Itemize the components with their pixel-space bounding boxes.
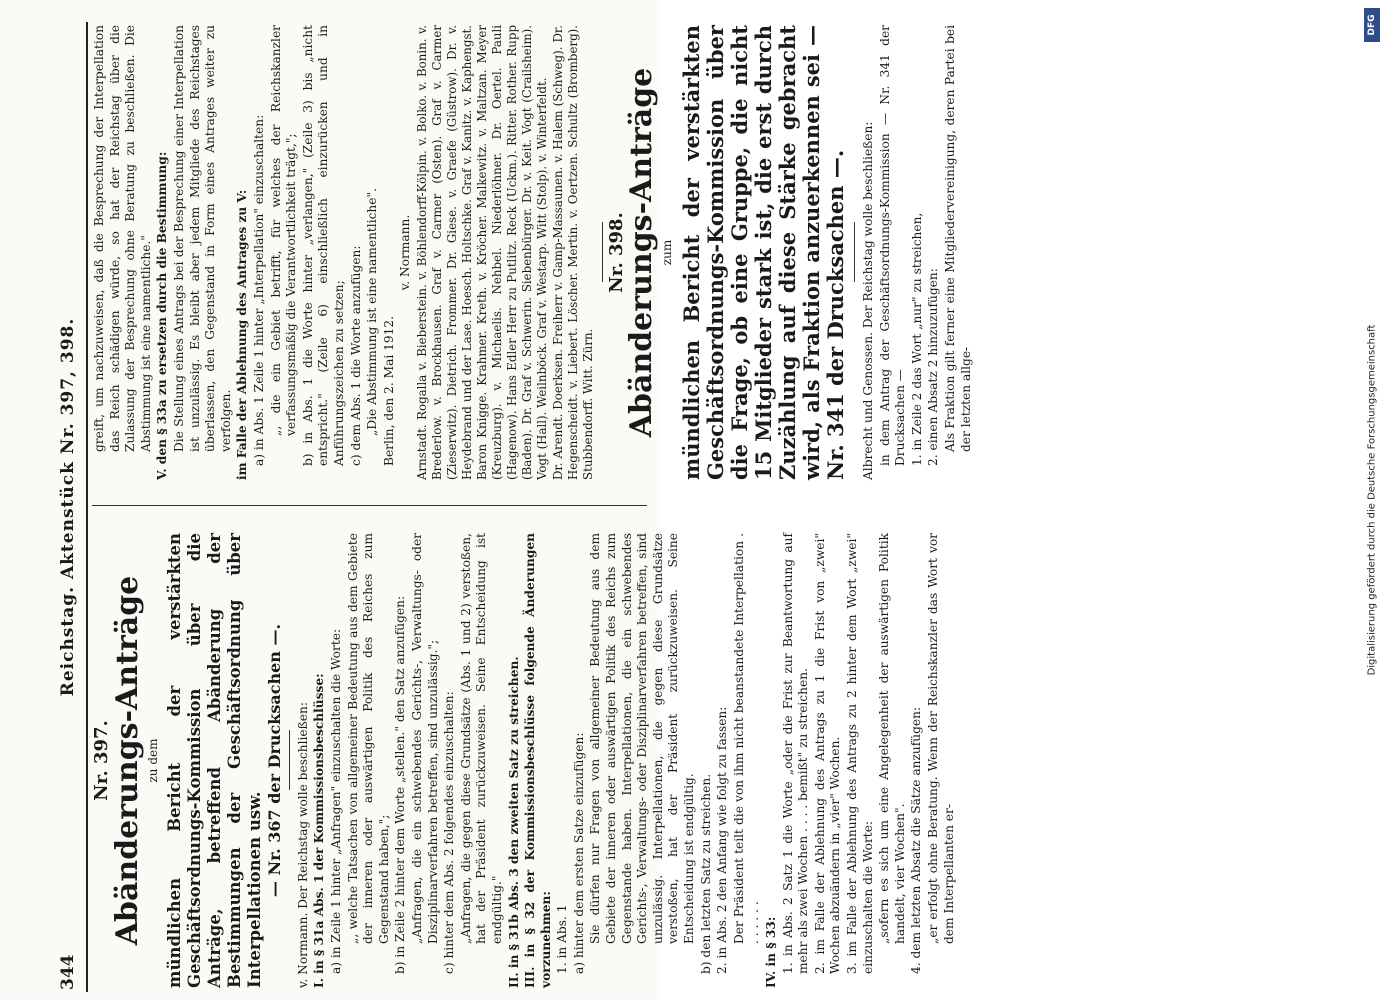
text-line: 1. in Zeile 2 das Wort „nur" zu streichen, [909,212,924,466]
text-line: b) den letzten Satz zu streichen. [698,773,713,974]
doc-number-397: Nr. 397. [91,720,112,801]
motion-body-398 [861,25,974,480]
text-line: greift, um nachzuweisen, daß die Besprechung der Interpellation das Reich schädigen würde, so hat der Reichstag über die Zulassung der Besprechung ohne Beratung zu beschließen. Die Abstimmung ist eine namentliche." [92,25,153,452]
text-line: Albrecht und Genossen. Der Reichstag wolle beschließen: [861,121,876,480]
dfg-logo-icon [1364,8,1380,42]
text-line: „, die ein Gebiet betrifft, für welches der Reichskanzler verfassungsmäßig die Verantwortlichkeit trägt,"; [268,25,299,436]
text-line: Berlin, den 2. Mai 1912. [381,315,396,466]
heading-connector: zum [660,239,675,266]
text-line: a) in Abs. 1 Zeile 1 hinter „Interpellation" einzuschalten: [251,114,266,466]
subject-398: mündlichen Bericht der verstärkten Geschäftsordnungs-Kommission über die Frage, ob eine Gruppe, die nicht 15 Mitglieder stark ist, die erst durch Zuzählung auf diese Stärke gebracht wird, als Fraktion anzuerkennen sei — Nr. 341 der Drucksachen —. [679,25,849,480]
right-column [92,25,975,480]
text-line: „er erfolgt ohne Beratung. Wenn der Reichskanzler das Wort vor dem Interpellanten er- [925,533,956,944]
text-line: b) in Zeile 2 hinter dem Worte „stellen." den Satz anzufügen: [393,595,408,974]
text-line: „Die Abstimmung ist eine namentliche". [365,188,380,436]
text-line: v. Normann. Der Reichstag wolle beschließen: [295,702,310,988]
text-line: „Anfragen, die gegen diese Grundsätze (Abs. 1 und 2) verstoßen, hat der Präsident zurückzuweisen. Seine Entscheidung ist endgültig." [458,533,504,944]
text-line: 2. einen Absatz 2 hinzuzufügen: [926,268,941,466]
text-line: Der Präsident teilt die von ihm nicht beanstandete Interpellation . . . . . . . [731,533,762,944]
text-line: I. in § 31a Abs. 1 der Kommissionsbeschlüsse: [312,673,327,988]
text-line: Als Fraktion gilt ferner eine Mitgliedervereinigung, deren Partei bei der letzten allge- [943,25,973,452]
reference-397: — Nr. 367 der Drucksachen —. [265,623,285,898]
text-line: 1. in Abs. 2 Satz 1 die Worte „oder die Frist zur Beantwortung auf mehr als zwei Wochen . . . . bemißt" zu streichen. [780,533,811,974]
text-line: II. in § 31b Abs. 3 den zweiten Satz zu streichen. [506,656,521,988]
separator-rule [289,731,290,791]
text-line: V. den § 33a zu ersetzen durch die Bestimmung: [155,151,170,480]
text-line: 1. in Abs. 1 [555,904,570,974]
page-number: 344 [58,954,78,990]
column-divider [92,505,647,506]
text-line: 4. dem letzten Absatz die Sätze anzufügen: [909,706,924,974]
text-line: „Anfragen, die ein schwebendes Gerichts-, Verwaltungs- oder Disziplinarverfahren betreffen, sind unzulässig."; [409,533,440,944]
doc-number-398: Nr. 398. [605,212,627,293]
text-line: Die Stellung eines Antrags bei der Besprechung einer Interpellation ist unzulässig. Es bleibt aber jedem Mitgliede des Reichstages überlassen, den Gegenstand in Form eines Antrages weiter zu verfolgen. [171,25,233,452]
dfg-logo-text: DFG [1367,14,1377,36]
motion-body-397 [296,533,957,988]
signatories-list-2: Dr. Arendt. Doerksen. Freiherr v. Gamp-Massaunen. v. Halem (Schweg). Dr. Hegenscheidt. v. Liebert. Löscher. Mertin. v. Oertzen. Schultz (Bromberg). Stubbendorff. Witt. Zürn. [550,25,595,480]
text-line: b) in Abs. 1 die Worte hinter „verlangen," (Zeile 3) bis „nicht entspricht." (Zeile 6) einschließlich einzurücken und in Anführungszeichen zu setzen; [300,25,346,466]
motion-continuation [92,25,414,480]
heading-connector: zu dem [145,738,160,783]
text-line: III. in § 32 der Kommissionsbeschlüsse folgende Änderungen vorzunehmen: [523,533,553,988]
text-line: 2. im Falle der Ablehnung des Antrags zu 1 die Frist von „zwei" Wochen abzuändern in „vier" Wochen. [812,533,843,974]
heading-398: Abänderungs-Anträge [624,67,660,438]
text-line: c) hinter dem Abs. 2 folgendes einzuschalten: [442,691,457,974]
left-column [92,533,958,988]
separator-rule [602,223,603,283]
text-line: a) in Zeile 1 hinter „Anfragen" einzuschalten die Worte: [328,628,343,974]
heading-397: Abänderungs-Anträge [109,575,145,946]
signatories-list-1: Arnstadt. Rogalla v. Bieberstein. v. Böhlendorff-Kölpin. v. Bolko. v. Bonin. v. Brederlow. v. Brockhausen. Graf v. Carmer (Osten). Graf v. Carmer (Zieserwitz). Dietrich. Frommer. Dr. Giese. v. Graefe (Güstrow). Dr. v. Heydebrand und der Lase. Hoesch. Holtschke. Graf v. Kanitz. v. Kaphengst. Baron Knigge. Krahmer. Kreth. v. Kröcher. Malkewitz. v. Maltzan. Meyer (Kreuzburg). v. Michaelis. Nehbel. Niederlöhner. Dr. Oertel. Pauli (Hagenow). Hans Edler Herr zu Putlitz. Reck (Uckm.). Ritter. Rother. Rupp (Baden). Dr. Graf v. Schwerin. Siebenbürger. Dr. v. Keit. Vogt (Crailsheim). Vogt (Hall). Weilnböck. Graf v. Westarp. Witt (Stolp). v. Winterfeldt. [414,25,549,480]
text-line: „sofern es sich um eine Angelegenheit der auswärtigen Politik handelt, vier Wochen". [877,533,907,944]
page-title: Reichstag. Aktenstück Nr. 397, 398. [58,317,78,697]
digitization-credit: Digitalisierung gefördert durch die Deutsche Forschungsgemeinschaft [1366,324,1378,676]
separator-rule [854,223,855,283]
subject-397: mündlichen Bericht der verstärkten Geschäftsordnungs-Kommission über die Anträge, betreffend Abänderung der Bestimmungen der Geschäftsordnung über Interpellationen usw. [165,533,265,988]
text-line: Sie dürfen nur Fragen von allgemeiner Bedeutung aus dem Gebiete der inneren oder auswärtigen Politik des Reichs zum Gegenstande haben. Interpellationen, die ein schwebendes Gerichts-, Verwaltungs- oder Disziplinarverfahren betreffen, sind unzulässig. Interpellationen, die gegen diese Grundsätze verstoßen, hat der Präsident zurückzuweisen. Seine Entscheidung ist endgültig. [588,533,697,944]
text-line: 2. in Abs. 2 den Anfang wie folgt zu fassen: [715,706,730,974]
text-line: in dem Antrag der Geschäftsordnungs-Kommission — Nr. 341 der Drucksachen — [877,25,908,466]
text-line: v. Normann. [398,214,413,291]
text-line: a) hinter dem ersten Satze einzufügen: [571,732,586,974]
text-line: „, welche Tatsachen von allgemeiner Bedeutung aus dem Gebiete der inneren oder auswärtigen Politik des Reiches zum Gegenstand haben,"; [345,533,391,944]
text-line: c) dem Abs. 1 die Worte anzufügen: [348,245,363,466]
text-line: im Falle der Ablehnung des Antrages zu V: [235,189,250,480]
page-header [52,22,88,992]
text-line: IV. in § 33: [764,916,778,988]
text-line: 3. im Falle der Ablehnung des Antrags zu 2 hinter dem Wort „zwei" einzuschalten die Worte: [844,533,875,974]
